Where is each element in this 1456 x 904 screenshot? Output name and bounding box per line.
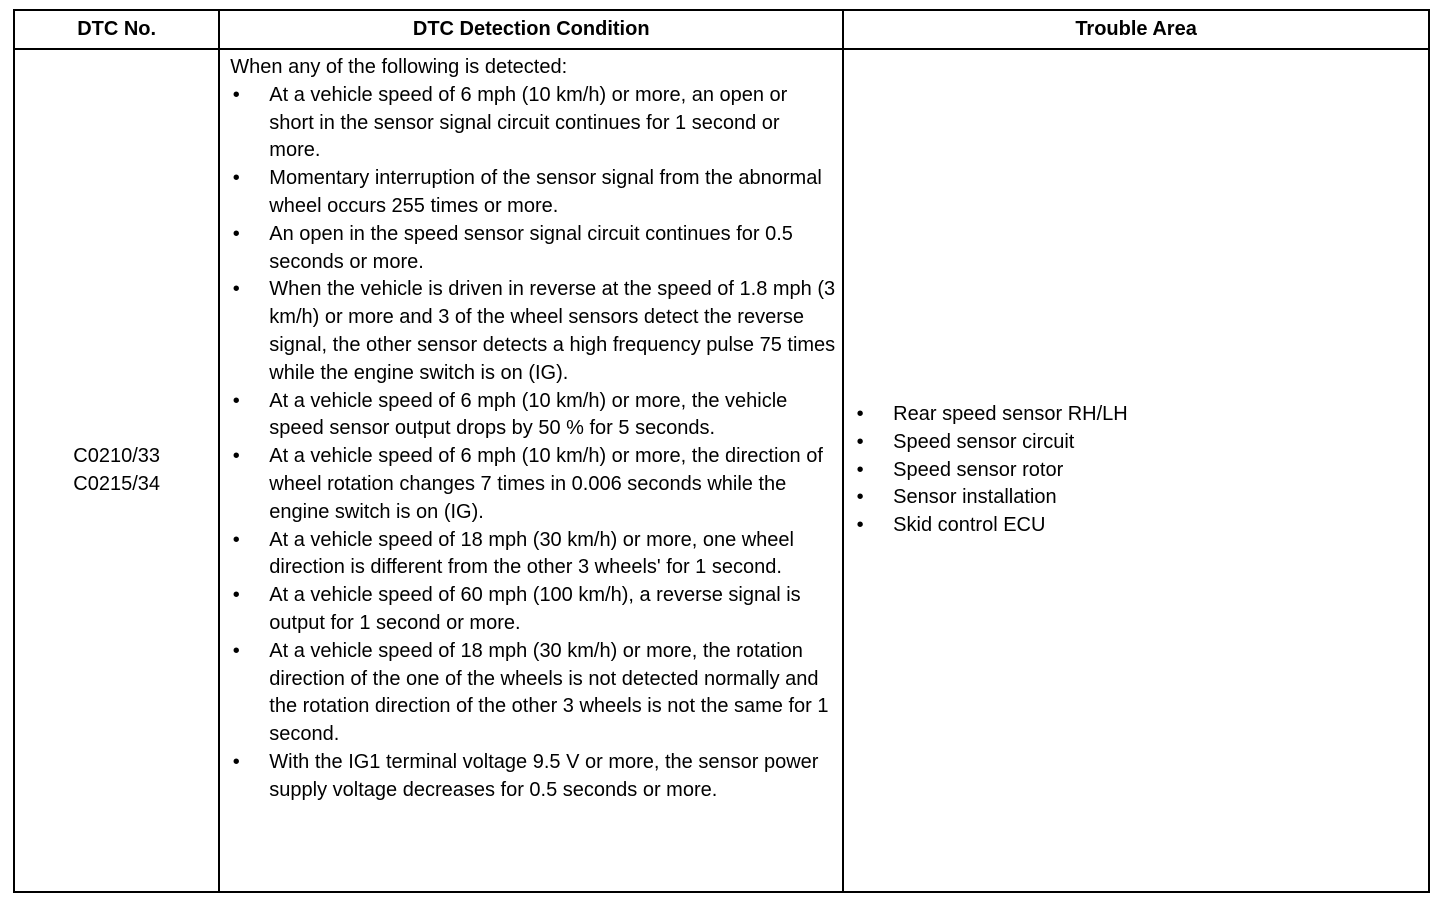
trouble-area-text: Speed sensor circuit — [893, 430, 1075, 453]
header-row — [14, 10, 1429, 49]
bullet-icon: • — [856, 403, 864, 425]
dtc-code: C0210/33 — [73, 444, 161, 467]
bullet-icon: • — [232, 584, 240, 607]
condition-text: At a vehicle speed of 60 mph (100 km/h), a reverse signal is output for 1 second or more. — [269, 584, 801, 634]
bullet-icon: • — [232, 639, 240, 662]
condition-text: At a vehicle speed of 6 mph (10 km/h) or more, the vehicle speed sensor output drops by 50 % for 5 seconds. — [269, 389, 788, 440]
list-item — [230, 527, 836, 583]
dtc-table — [13, 9, 1430, 893]
list-item — [854, 484, 1428, 512]
condition-text: At a vehicle speed of 6 mph (10 km/h) or more, an open or short in the sensor signal circuit continues for 1 second or more. — [269, 83, 788, 162]
list-item — [854, 401, 1428, 429]
list-item — [230, 388, 836, 444]
bullet-icon: • — [232, 528, 240, 551]
list-item — [854, 457, 1428, 485]
condition-list — [230, 82, 836, 805]
condition-text: With the IG1 terminal voltage 9.5 V or more, the sensor power supply voltage decreases for 0.5 seconds or more. — [269, 750, 819, 801]
trouble-area-text: Rear speed sensor RH/LH — [893, 403, 1128, 425]
condition-text: An open in the speed sensor signal circuit continues for 0.5 seconds or more. — [269, 222, 793, 273]
trouble-area-list — [854, 401, 1428, 540]
list-item — [230, 221, 836, 277]
bullet-icon: • — [856, 430, 864, 453]
condition-text: Momentary interruption of the sensor signal from the abnormal wheel occurs 255 times or more. — [269, 167, 822, 217]
list-item — [230, 443, 836, 526]
bullet-icon: • — [232, 389, 240, 412]
bullet-icon: • — [232, 222, 240, 245]
list-item — [230, 749, 836, 805]
list-item — [230, 165, 836, 221]
trouble-area-cell — [843, 49, 1429, 892]
bullet-icon: • — [856, 458, 864, 481]
list-item — [230, 582, 836, 638]
list-item — [854, 429, 1428, 457]
list-item — [230, 276, 836, 387]
header-dtc-no: DTC No. — [14, 10, 219, 49]
table-row — [14, 49, 1429, 892]
list-item — [230, 82, 836, 165]
bullet-icon: • — [232, 750, 240, 773]
header-trouble-area: Trouble Area — [843, 10, 1429, 49]
header-detection-condition: DTC Detection Condition — [219, 10, 843, 49]
condition-text: At a vehicle speed of 6 mph (10 km/h) or more, the direction of wheel rotation changes 7 times in 0.006 seconds while the engine switch is on (IG). — [269, 445, 823, 523]
bullet-icon: • — [232, 445, 240, 468]
condition-text: At a vehicle speed of 18 mph (30 km/h) or more, one wheel direction is different from the other 3 wheels' for 1 second. — [269, 528, 794, 579]
trouble-area-text: Skid control ECU — [893, 514, 1046, 537]
condition-text: At a vehicle speed of 18 mph (30 km/h) or more, the rotation direction of the one of the wheels is not detected normally and the rotation direction of the other 3 wheels is not the same for 1 second. — [269, 639, 829, 746]
dtc-codes-cell — [14, 49, 219, 892]
trouble-area-text: Speed sensor rotor — [893, 458, 1064, 481]
bullet-icon: • — [856, 514, 864, 537]
bullet-icon: • — [856, 486, 864, 509]
list-item — [230, 638, 836, 749]
condition-intro: When any of the following is detected: — [230, 56, 568, 78]
condition-text: When the vehicle is driven in reverse at the speed of 1.8 mph (3 km/h) or more and 3 of the wheel sensors detect the reverse signal, the other sensor detects a high frequency pulse 75 times while the engine switch is on (IG). — [269, 278, 836, 384]
bullet-icon: • — [232, 83, 240, 106]
bullet-icon: • — [232, 278, 240, 301]
dtc-code: C0215/34 — [73, 472, 161, 495]
detection-condition-cell — [219, 49, 843, 892]
bullet-icon: • — [232, 167, 240, 190]
trouble-area-text: Sensor installation — [893, 486, 1057, 509]
list-item — [854, 512, 1428, 540]
